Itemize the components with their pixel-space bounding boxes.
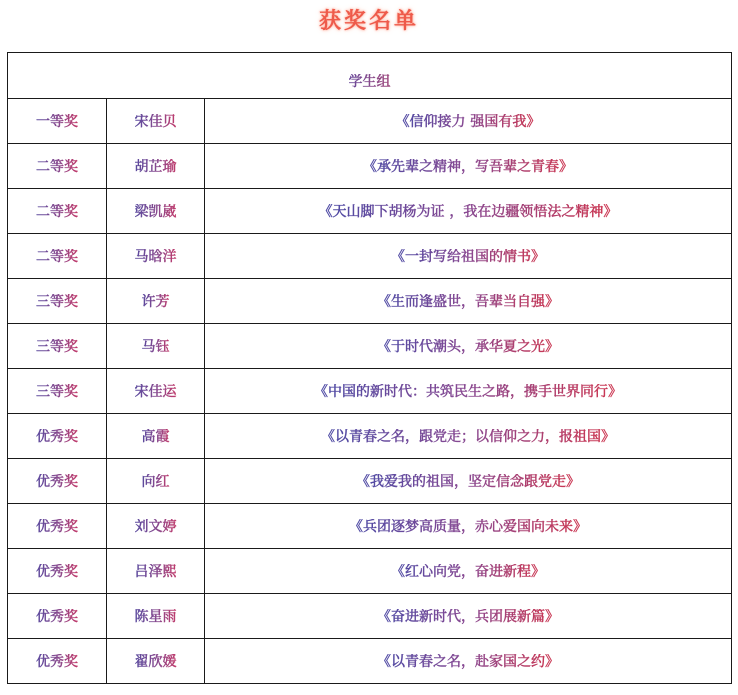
work-title: 《以青春之名，赴家国之约》 (377, 654, 559, 670)
group-header-row (8, 53, 732, 99)
work-title-cell (205, 414, 732, 459)
winner-name-cell (107, 99, 205, 144)
winner-name: 梁凯崴 (134, 204, 177, 220)
work-title: 《红心向党，奋进新程》 (391, 564, 545, 580)
award-row (8, 234, 732, 279)
winner-name-cell (107, 549, 205, 594)
winner-name: 向红 (141, 474, 170, 490)
winner-name-cell (107, 414, 205, 459)
group-header-cell (8, 53, 732, 99)
work-title: 《奋进新时代，兵团展新篇》 (377, 609, 559, 625)
award-table (7, 52, 732, 684)
prize-level-cell (8, 549, 107, 594)
work-title-cell (205, 369, 732, 414)
work-title-cell (205, 324, 732, 369)
work-title-cell (205, 459, 732, 504)
work-title-cell (205, 99, 732, 144)
work-title: 《承先辈之精神，写吾辈之青春》 (363, 159, 573, 175)
winner-name-cell (107, 144, 205, 189)
prize-level-cell (8, 369, 107, 414)
work-title: 《生而逢盛世，吾辈当自强》 (377, 294, 559, 310)
prize-level: 一等奖 (36, 114, 78, 130)
award-row (8, 594, 732, 639)
award-row (8, 144, 732, 189)
work-title: 《我爱我的祖国，坚定信念跟党走》 (356, 474, 580, 490)
work-title: 《中国的新时代：共筑民生之路，携手世界同行》 (314, 384, 622, 400)
winner-name: 刘文婷 (134, 519, 177, 535)
prize-level-cell (8, 594, 107, 639)
award-row (8, 639, 732, 684)
winner-name: 马晗洋 (134, 249, 177, 265)
prize-level: 三等奖 (36, 339, 78, 355)
work-title: 《天山脚下胡杨为证 ，我在边疆领悟法之精神》 (318, 204, 618, 220)
work-title-cell (205, 144, 732, 189)
winner-name: 宋佳贝 (134, 114, 177, 130)
prize-level: 优秀奖 (36, 564, 78, 580)
winner-name-cell (107, 504, 205, 549)
prize-level-cell (8, 144, 107, 189)
prize-level-cell (8, 189, 107, 234)
winner-name: 高霞 (141, 429, 170, 445)
prize-level-cell (8, 414, 107, 459)
prize-level: 三等奖 (36, 384, 78, 400)
prize-level: 优秀奖 (36, 609, 78, 625)
winner-name: 许芳 (141, 294, 170, 310)
prize-level: 优秀奖 (36, 474, 78, 490)
winner-name-cell (107, 324, 205, 369)
award-row (8, 279, 732, 324)
work-title-cell (205, 504, 732, 549)
group-label: 学生组 (348, 73, 391, 90)
work-title-cell (205, 279, 732, 324)
prize-level: 优秀奖 (36, 429, 78, 445)
work-title: 《以青春之名，跟党走；以信仰之力，报祖国》 (321, 429, 615, 445)
work-title-cell (205, 594, 732, 639)
prize-level: 二等奖 (36, 249, 78, 265)
winner-name-cell (107, 234, 205, 279)
award-row (8, 414, 732, 459)
prize-level: 二等奖 (36, 159, 78, 175)
winner-name: 胡芷瑜 (134, 159, 177, 175)
winner-name-cell (107, 369, 205, 414)
winner-name-cell (107, 279, 205, 324)
work-title: 《于时代潮头，承华夏之光》 (377, 339, 559, 355)
award-row (8, 99, 732, 144)
winner-name: 马钰 (141, 339, 170, 355)
prize-level: 二等奖 (36, 204, 78, 220)
award-row (8, 504, 732, 549)
work-title: 《信仰接力 强国有我》 (395, 114, 541, 130)
prize-level-cell (8, 504, 107, 549)
winner-name: 陈星雨 (134, 609, 177, 625)
prize-level: 三等奖 (36, 294, 78, 310)
winner-name: 翟欣媛 (134, 654, 177, 670)
winner-name-cell (107, 189, 205, 234)
work-title-cell (205, 639, 732, 684)
prize-level-cell (8, 279, 107, 324)
prize-level-cell (8, 99, 107, 144)
award-row (8, 549, 732, 594)
work-title-cell (205, 234, 732, 279)
award-row (8, 369, 732, 414)
work-title: 《一封写给祖国的情书》 (391, 249, 545, 265)
work-title-cell (205, 549, 732, 594)
award-row (8, 189, 732, 234)
prize-level: 优秀奖 (36, 519, 78, 535)
prize-level: 优秀奖 (36, 654, 78, 670)
work-title: 《兵团逐梦高质量，赤心爱国向未来》 (349, 519, 587, 535)
prize-level-cell (8, 459, 107, 504)
award-row (8, 459, 732, 504)
winner-name-cell (107, 594, 205, 639)
winner-name-cell (107, 639, 205, 684)
work-title-cell (205, 189, 732, 234)
winner-name-cell (107, 459, 205, 504)
page-title: 获奖名单 (318, 8, 419, 34)
prize-level-cell (8, 324, 107, 369)
prize-level-cell (8, 639, 107, 684)
award-row (8, 324, 732, 369)
winner-name: 宋佳运 (134, 384, 177, 400)
prize-level-cell (8, 234, 107, 279)
winner-name: 吕泽熙 (134, 564, 177, 580)
